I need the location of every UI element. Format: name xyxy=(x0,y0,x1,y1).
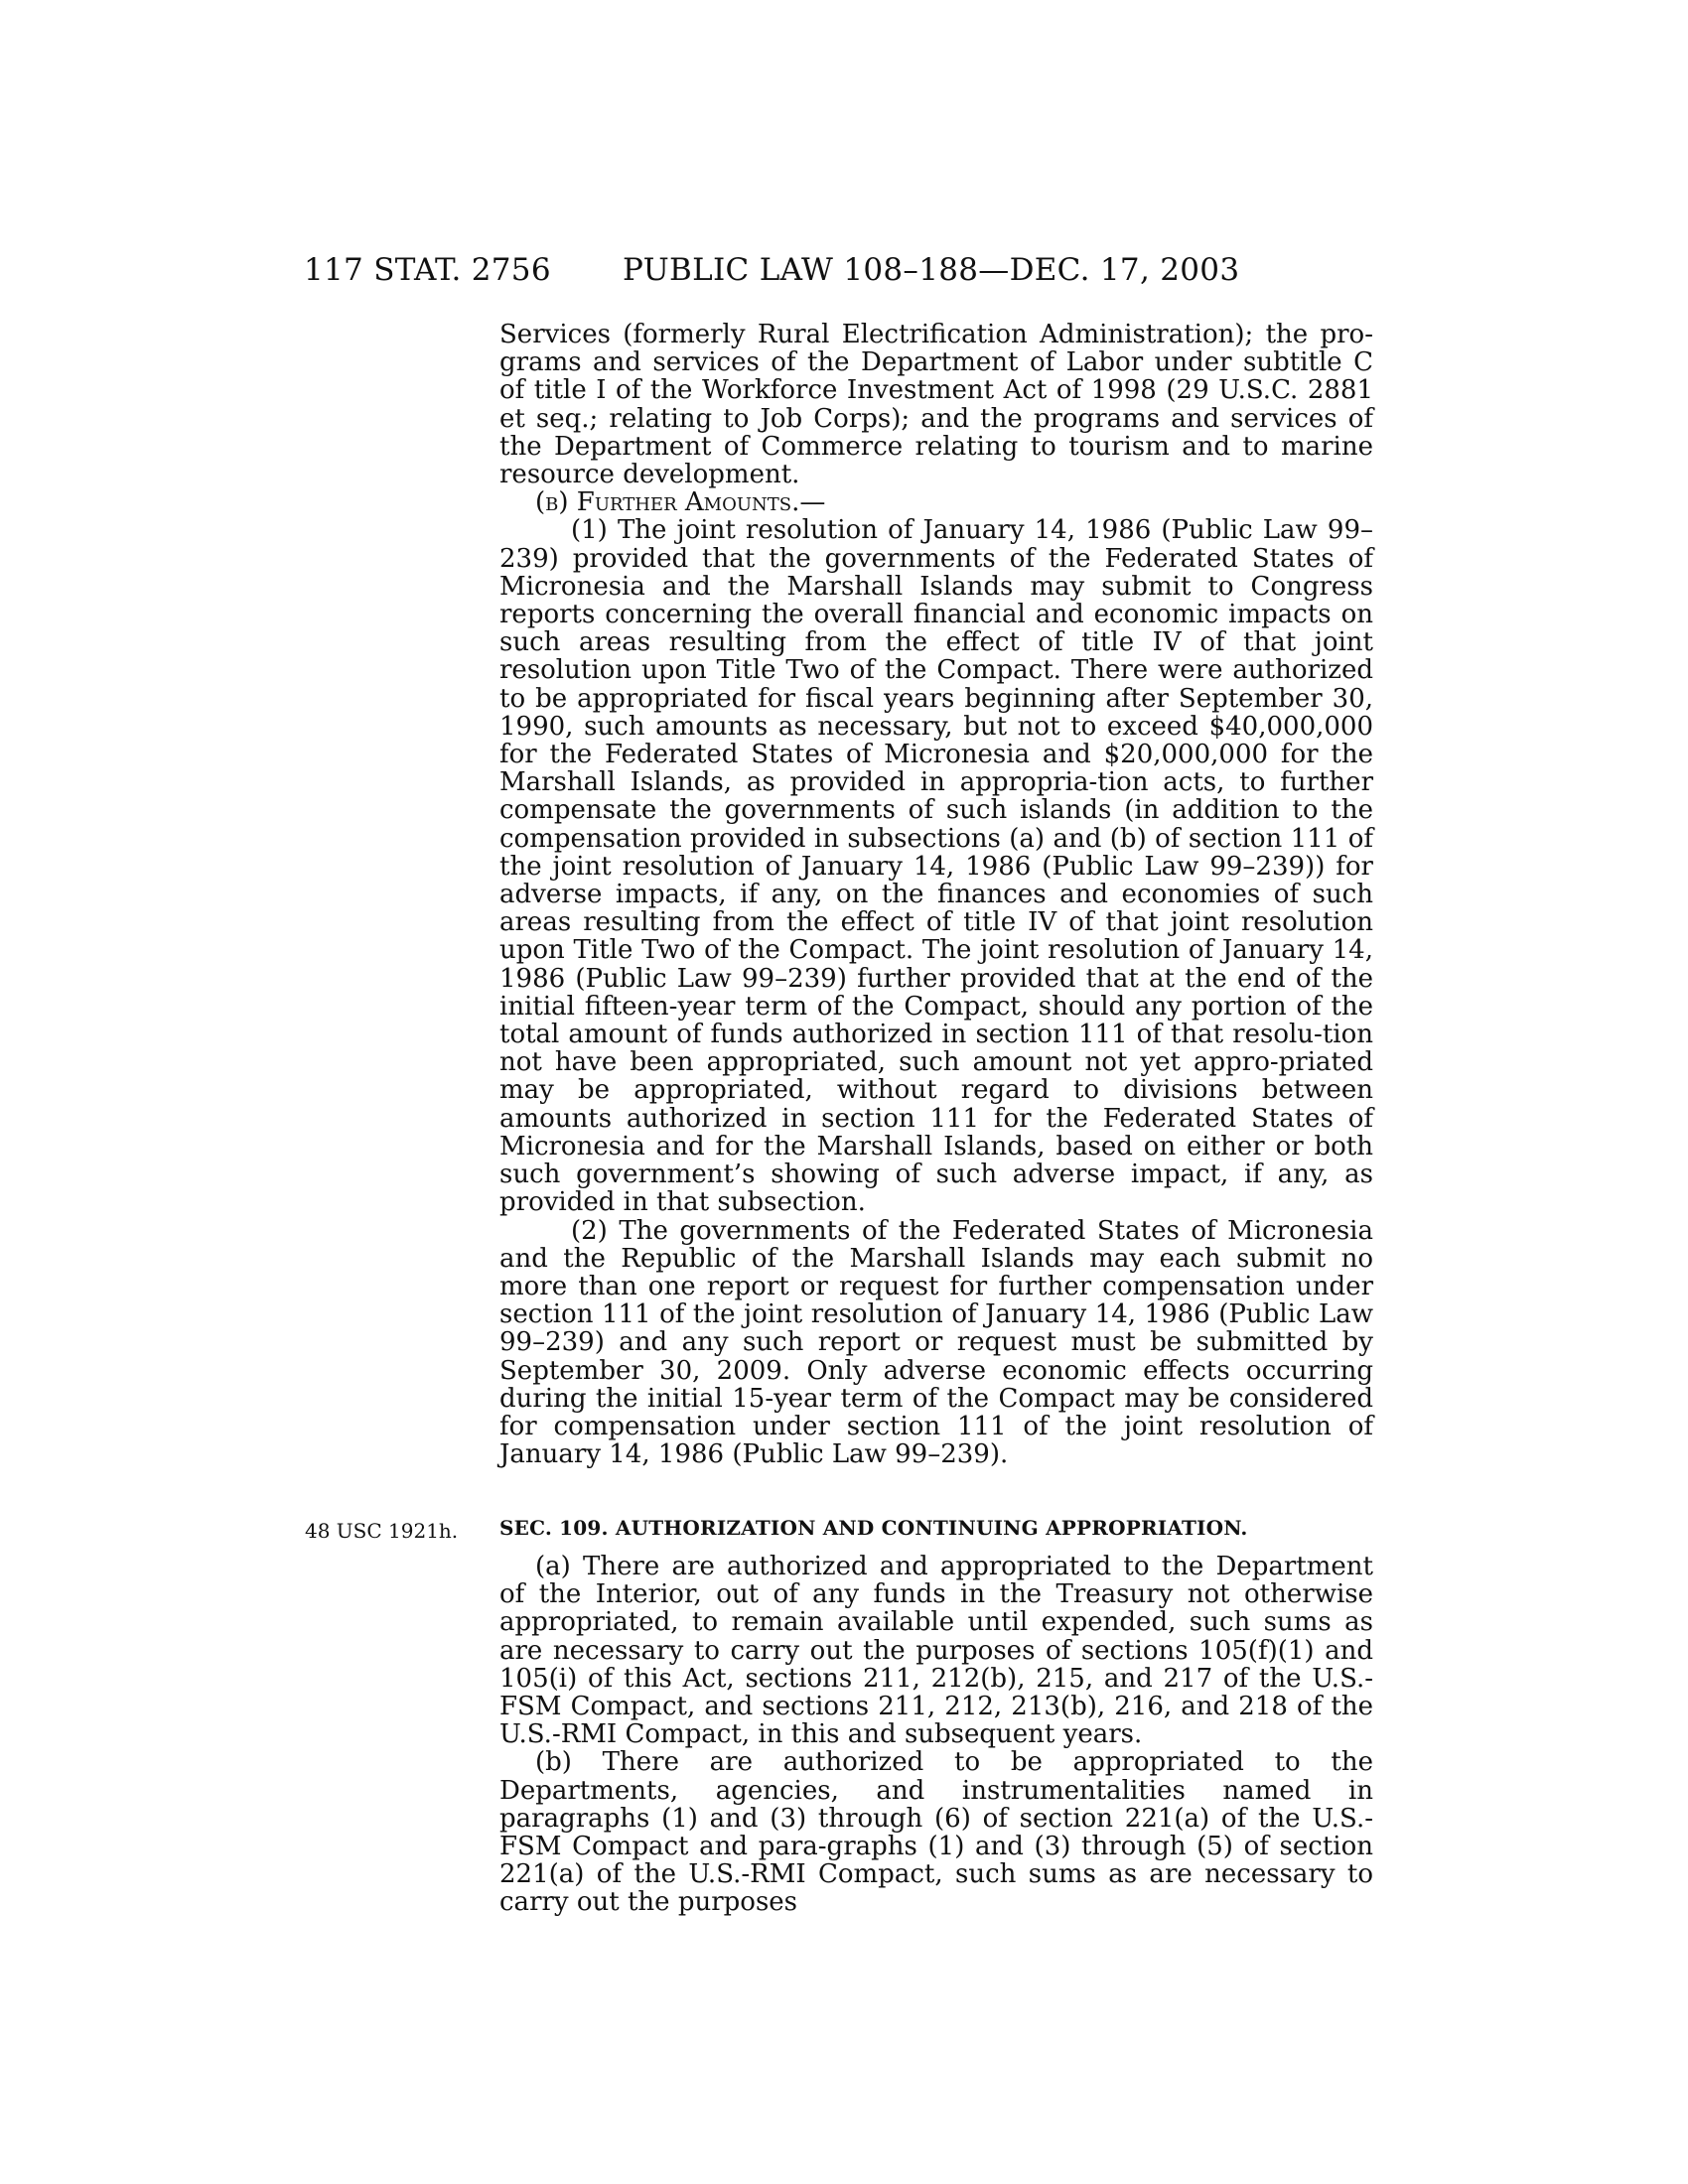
statute-page-reference: 117 STAT. 2756 xyxy=(304,252,551,288)
continued-paragraph: Services (formerly Rural Electrification Administration); the pro-grams and services of the Department of Labor under subtitle C of title I of the Workforce Investment Act of 1998 (29 U.S.C. 2881 et seq.; relating to Job Corps); and the programs and services of the Department of Commerce relating to tourism and to marine resource development. xyxy=(499,320,1373,490)
section-109-paragraph-a: (a) There are authorized and appropriated to the Department of the Interior, out of any funds in the Treasury not otherwise appropriated, to remain available until expended, such sums as are necessary to carry out the purposes of sections 105(f)(1) and 105(i) of this Act, sections 211, 212(b), 215, and 217 of the U.S.-FSM Compact, and sections 211, 212, 213(b), 216, and 218 of the U.S.-RMI Compact, in this and subsequent years. xyxy=(499,1552,1373,1750)
body-text-upper xyxy=(499,321,1373,1468)
body-text-lower xyxy=(499,1553,1373,1917)
subsection-b-heading: (b) Further Amounts.— xyxy=(535,487,826,518)
subsection-b-label xyxy=(499,488,1373,516)
subsection-b-paragraph-1: (1) The joint resolution of January 14, 1986 (Public Law 99–239) provided that the governments of the Federated States of Micronesia and the Marshall Islands may submit to Congress reports concerning the overall financial and economic impacts on such areas resulting from the effect of title IV of that joint resolution upon Title Two of the Compact. There were authorized to be appropriated for fiscal years beginning after September 30, 1990, such amounts as necessary, but not to exceed $40,000,000 for the Federated States of Micronesia and $20,000,000 for the Marshall Islands, as provided in appropria-tion acts, to further compensate the governments of such islands (in addition to the compensation provided in subsections (a) and (b) of section 111 of the joint resolution of January 14, 1986 (Public Law 99–239)) for adverse impacts, if any, on the finances and economies of such areas resulting from the effect of title IV of that joint resolution upon Title Two of the Compact. The joint resolution of January 14, 1986 (Public Law 99–239) further provided that at the end of the initial fifteen-year term of the Compact, should any portion of the total amount of funds authorized in section 111 of that resolu-tion not have been appropriated, such amount not yet appro-priated may be appropriated, without regard to divisions between amounts authorized in section 111 for the Federated States of Micronesia and for the Marshall Islands, based on either or both such government’s showing of such adverse impact, if any, as provided in that subsection. xyxy=(499,515,1373,1218)
section-109-paragraph-b: (b) There are authorized to be appropriated to the Departments, agencies, and instrumentalities named in paragraphs (1) and (3) through (6) of section 221(a) of the U.S.-FSM Compact and para-graphs (1) and (3) through (5) of section 221(a) of the U.S.-RMI Compact, such sums as are necessary to carry out the purposes xyxy=(499,1747,1373,1918)
section-109-heading: SEC. 109. AUTHORIZATION AND CONTINUING APPROPRIATION. xyxy=(499,1516,1248,1540)
subsection-b-paragraph-2: (2) The governments of the Federated States of Micronesia and the Republic of the Marshall Islands may each submit no more than one report or request for further compensation under section 111 of the joint resolution of January 14, 1986 (Public Law 99–239) and any such report or request must be submitted by September 30, 2009. Only adverse economic effects occurring during the initial 15-year term of the Compact may be considered for compensation under section 111 of the joint resolution of January 14, 1986 (Public Law 99–239). xyxy=(499,1215,1373,1470)
running-head: PUBLIC LAW 108–188—DEC. 17, 2003 xyxy=(623,252,1240,288)
margin-citation: 48 USC 1921h. xyxy=(305,1519,459,1543)
